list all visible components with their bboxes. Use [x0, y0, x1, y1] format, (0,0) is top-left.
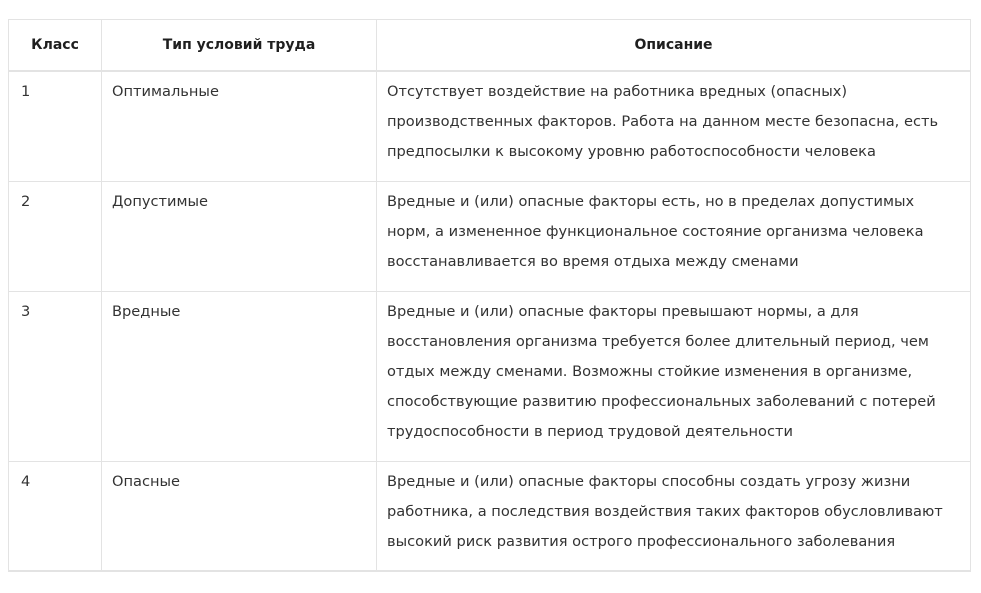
type-value: Допустимые [112, 192, 209, 210]
table-header [9, 20, 971, 72]
cell-class [9, 71, 102, 181]
description-value: Вредные и (или) опасные факторы есть, но в пределах допустимых норм, а измененное функциональное состояние организма человека восстанавливается во время отдыха между сменами [387, 192, 924, 270]
cell-class [9, 461, 102, 571]
class-value: 3 [21, 302, 31, 320]
cell-type [102, 71, 377, 181]
cell-description [377, 461, 971, 571]
cell-type [102, 181, 377, 291]
table-row [9, 291, 971, 461]
description-value: Вредные и (или) опасные факторы способны создать угрозу жизни работника, а последствия воздействия таких факторов обусловливают высокий риск развития острого профессионального заболевания [387, 472, 943, 550]
class-value: 1 [21, 83, 31, 100]
working-conditions-table-container [8, 19, 970, 572]
table-row [9, 181, 971, 291]
working-conditions-table [8, 19, 971, 572]
description-value: Отсутствует воздействие на работника вредных (опасных) производственных факторов. Работа на данном месте безопасна, есть предпосылки к высокому уровню работоспособности человека [387, 83, 939, 160]
cell-class [9, 181, 102, 291]
cell-description [377, 291, 971, 461]
table-row [9, 461, 971, 571]
table-body [9, 71, 971, 571]
cell-description [377, 181, 971, 291]
cell-description [377, 71, 971, 181]
type-value: Оптимальные [112, 83, 219, 100]
table-row [9, 71, 971, 181]
cell-class [9, 291, 102, 461]
class-value: 2 [21, 192, 31, 210]
cell-type [102, 291, 377, 461]
header-class: Класс [9, 20, 102, 72]
type-value: Опасные [112, 472, 181, 490]
cell-type [102, 461, 377, 571]
type-value: Вредные [112, 302, 181, 320]
description-value: Вредные и (или) опасные факторы превышают нормы, а для восстановления организма требуется более длительный период, чем отдых между сменами. Возможны стойкие изменения в организме, способствующие развитию профессиональных заболеваний с потерей трудоспособности в период трудовой деятельности [387, 302, 936, 440]
header-type: Тип условий труда [102, 20, 377, 72]
class-value: 4 [21, 472, 31, 490]
header-description: Описание [377, 20, 971, 72]
header-row [9, 20, 971, 72]
